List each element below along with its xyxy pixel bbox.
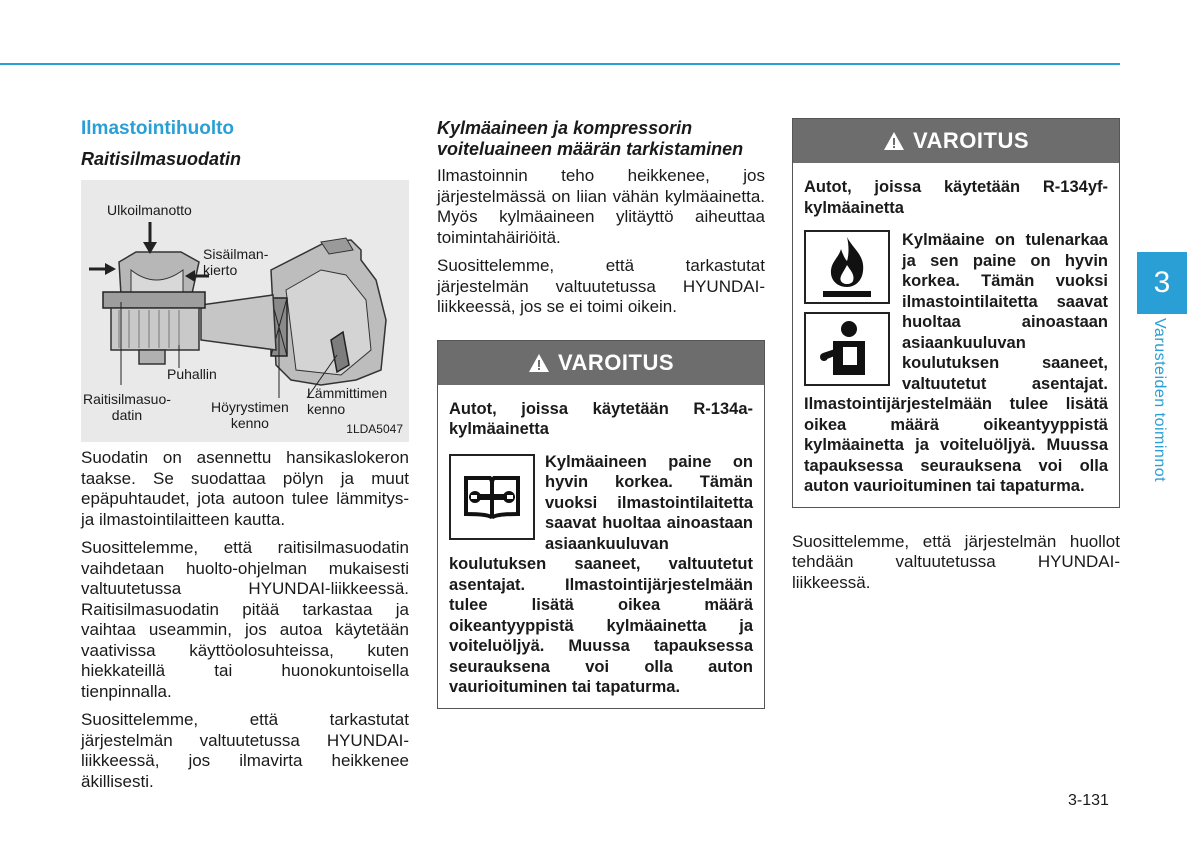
column-3 [792,118,1120,601]
warning-text: Kylmäaineen paine on hyvin korkea. Tämän vuoksi ilmastointilaitetta saavat huoltaa ainoastaan asiaankuuluvan koulutuksen saaneet, valtuutetut asentajat. Ilmastointijärjestelmään tulee lisätä oikea määrä oikeantyyppistä kylmäainetta ja voiteluöljyä. Muussa tapauksessa seurauksena voi olla auton vaurioituminen tai tapaturma. [449,452,753,696]
label-evaporator: Höyrystimen kenno [211,399,289,431]
warning-header [438,341,764,385]
warning-box-r134a [437,340,765,709]
label-fan: Puhallin [167,366,217,382]
chapter-tab: 3 [1137,252,1187,314]
label-outside-air: Ulkoilmanotto [107,202,192,218]
sub-title-filter: Raitisilmasuodatin [81,149,242,169]
warning-text: Kylmäaine on tulenarkaa ja sen paine on hyvin korkea. Tämän vuoksi ilmastointilaitetta saavat huoltaa ainoastaan asiaankuuluvan koulutuksen saaneet, valtuutetut asentajat. Ilmastointijärjestelmään tulee lisätä oikea määrä oikeantyyppistä kylmäainetta ja voiteluöljyä. Muussa tapauksessa seurauksena voi olla auton vaurioituminen tai tapaturma. [804,231,1108,495]
paragraph: Ilmastoinnin teho heikkenee, jos järjestelmässä on liian vähän kylmäainetta. Myös kylmäaineen ylitäyttö aiheuttaa toimintahäiriöitä. [437,166,765,247]
warning-body [438,385,764,708]
warning-header [793,119,1119,163]
label-filter: Raitisilmasuo- datin [83,391,171,423]
column-1 [81,118,409,800]
warning-body [793,163,1119,507]
warning-lead: Autot, joissa käytetään R-134a-kylmäainetta [449,399,753,438]
warning-lead: Autot, joissa käytetään R-134yf-kylmäainetta [804,178,1108,217]
label-recirculation: Sisäilman- kierto [203,246,269,278]
flammable-icon [804,230,890,304]
manual-wrench-icon [449,454,535,540]
paragraph: Suosittelemme, että tarkastutat järjestelmän valtuutetussa HYUNDAI-liikkeessä, jos ilmavirta heikkenee äkillisesti. [81,710,409,791]
warning-triangle-icon [528,353,550,373]
warning-title: VAROITUS [557,349,675,375]
figure-code: 1LDA5047 [346,422,403,436]
chapter-label: Varusteiden toiminnot [1151,318,1168,483]
warning-icon-stack [804,230,892,386]
paragraph: Suodatin on asennettu hansikaslokeron taakse. Se suodattaa pölyn ja muut epäpuhtaudet, jota autoon tulee lämmitys- ja ilmastointilaitteen kautta. [81,448,409,529]
technician-icon [804,312,890,386]
warning-triangle-icon [883,131,905,151]
label-heater: Lämmittimen kenno [307,385,388,417]
page-number: 3-131 [1068,792,1109,809]
warning-title: VAROITUS [912,128,1030,153]
paragraph: Suosittelemme, että tarkastutat järjestelmän valtuutetussa HYUNDAI-liikkeessä, jos se ei toimi oikein. [437,256,765,316]
paragraph: Suosittelemme, että raitisilmasuodatin vaihdetaan huolto-ohjelman mukaisesti valtuutetussa HYUNDAI-liikkeessä. Raitisilmasuodatin pitää tarkastaa ja vaihtaa useammin, jos autoa käytetään vaativissa käyttöolosuhteissa, kuten hiekkateillä tai huonokuntoisella tienpinnalla. [81,538,409,701]
section-title: Ilmastointihuolto [81,118,235,139]
paragraph: Suosittelemme, että järjestelmän huollot tehdään valtuutetussa HYUNDAI-liikkeessä. [792,531,1120,592]
filter-slot [103,292,205,308]
hvac-diagram [81,180,409,442]
warning-box-r134yf [792,118,1120,508]
top-rule [0,63,1120,65]
sub-title-refrigerant: Kylmäaineen ja kompressorin voiteluaineen määrän tarkistaminen [437,118,744,159]
column-2 [437,118,765,709]
